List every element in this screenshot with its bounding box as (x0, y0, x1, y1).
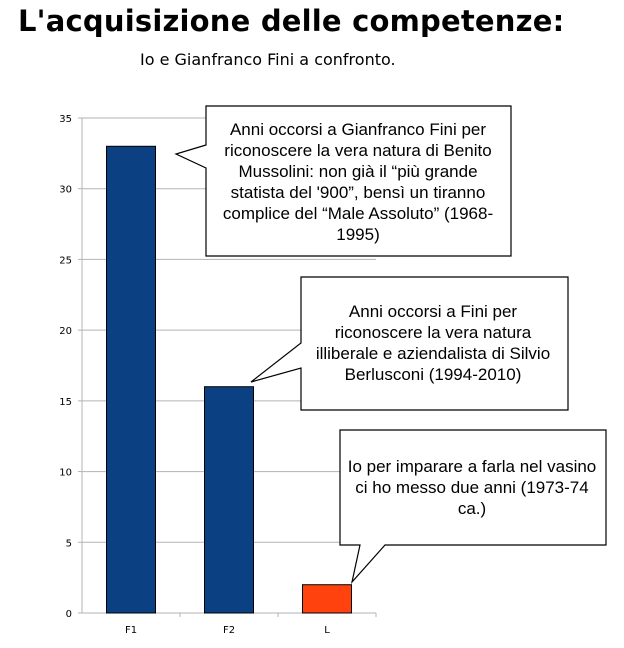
annotation-f2: Anni occorsi a Fini per riconoscere la vera natura illiberale e aziendalista di Silvio Berlusconi (1994-2010) (315, 302, 551, 384)
bar-f1 (107, 146, 156, 613)
y-tick-label: 0 (65, 609, 72, 620)
y-tick-label: 5 (65, 538, 72, 550)
y-tick-label: 15 (59, 396, 72, 408)
x-tick-label: F2 (222, 625, 236, 636)
bar-f2 (205, 387, 254, 613)
x-tick-label: L (324, 625, 330, 636)
y-tick-label: 30 (59, 184, 72, 196)
y-tick-label: 20 (59, 326, 72, 338)
annotation-f1: Anni occorsi a Gianfranco Fini per riconoscere la vera natura di Benito Mussolini: non già il “più grande statista del '900”, bensì un tiranno complice del “Male Assoluto” (1968-1995) (222, 120, 494, 244)
annotation-l: Io per imparare a farla nel vasino ci ho messo due anni (1973-74 ca.) (347, 457, 597, 518)
bar-l (303, 585, 352, 613)
chart-title: L'acquisizione delle competenze: (18, 4, 565, 38)
chart-subtitle: Io e Gianfranco Fini a confronto. (140, 50, 396, 69)
y-tick-label: 35 (59, 114, 72, 125)
x-tick-label: F1 (124, 625, 138, 636)
y-tick-label: 25 (59, 255, 72, 267)
y-tick-label: 10 (59, 467, 72, 479)
